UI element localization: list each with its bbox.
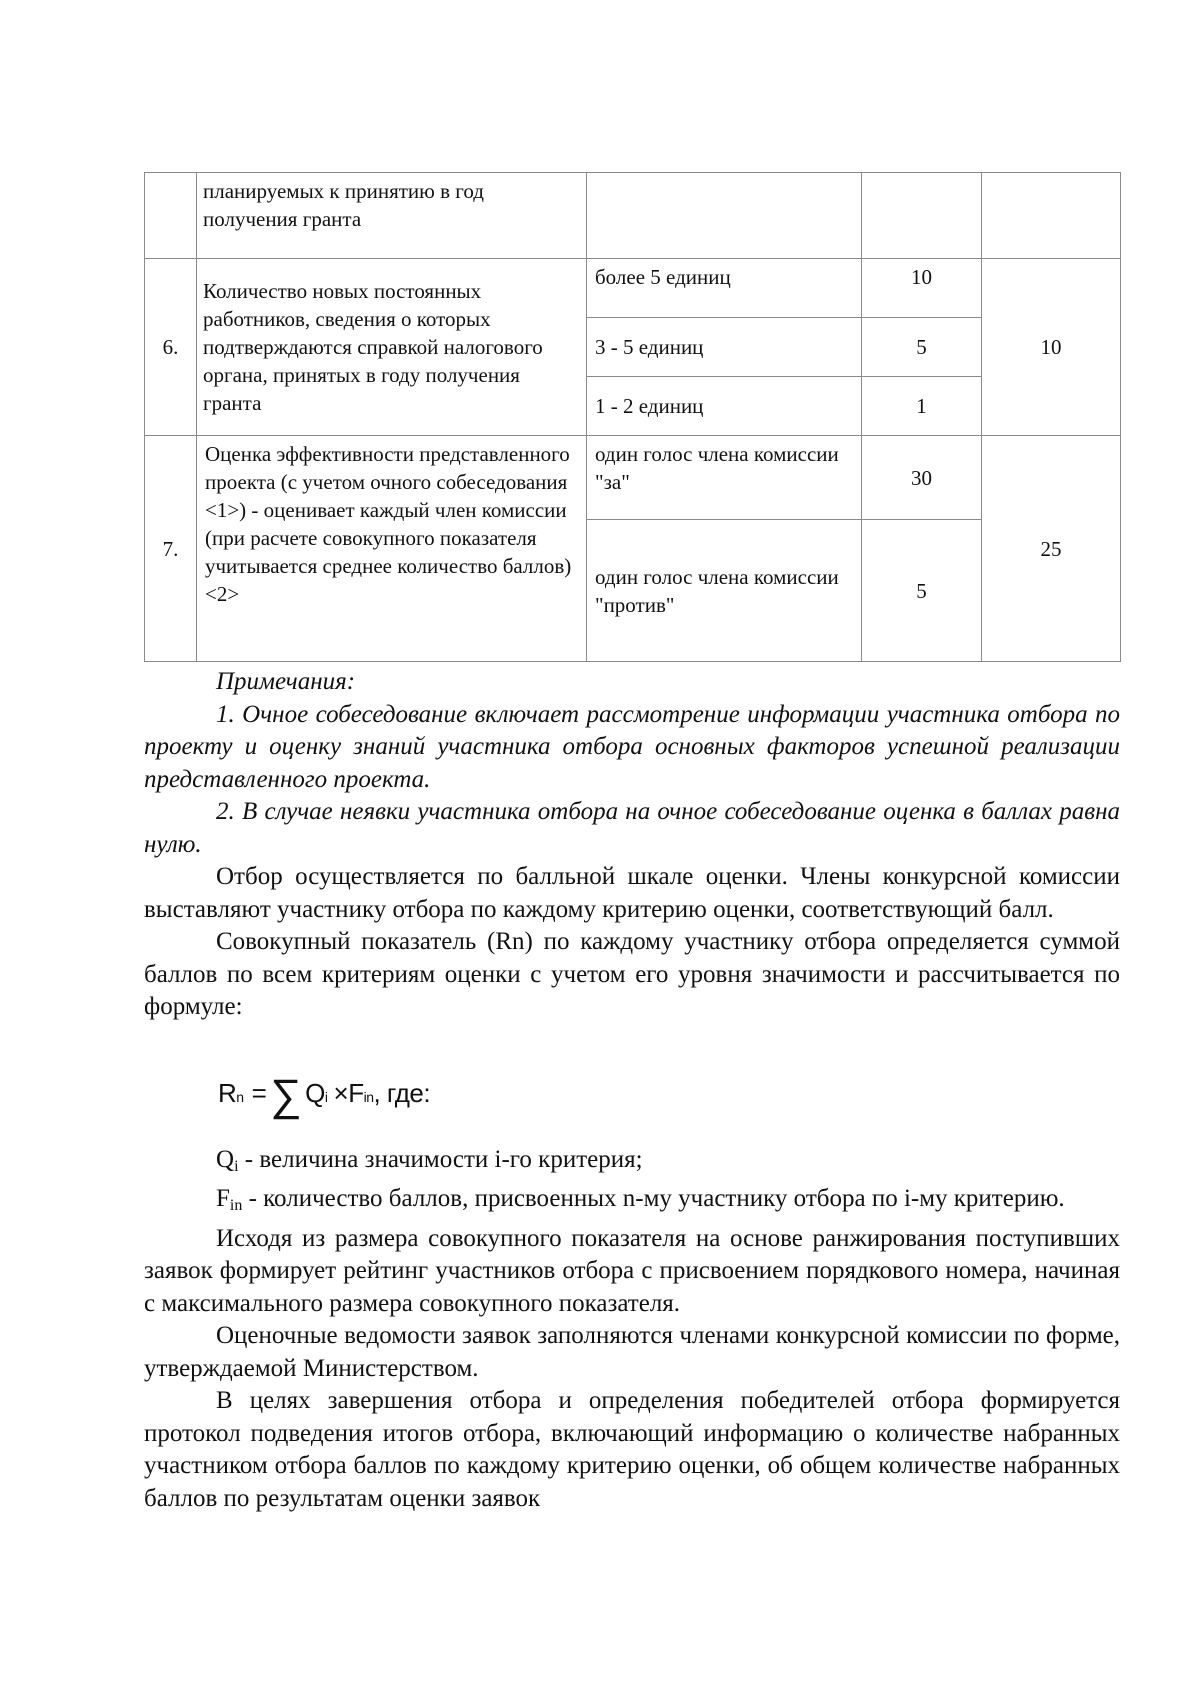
- paragraph: Исходя из размера совокупного показателя на основе ранжирования поступивших заявок формирует рейтинг участников отбора с присвоением порядкового номера, начиная с максимального размера совокупного показателя.: [144, 1224, 1120, 1317]
- criteria-table: [144, 172, 1121, 662]
- points-cell: 30: [862, 436, 982, 520]
- option-cell: более 5 единиц: [587, 259, 862, 318]
- points-cell: 10: [862, 259, 982, 318]
- sum-symbol: ∑: [270, 1070, 302, 1120]
- option-cell: 1 - 2 единиц: [587, 377, 862, 436]
- note-1: 1. Очное собеседование включает рассмотрение информации участника отбора по проекту и оценку знаний участника отбора основных факторов успешной реализации представленного проекта.: [144, 700, 1120, 793]
- notes-heading: Примечания:: [216, 668, 356, 695]
- points-cell: [862, 173, 982, 259]
- row-number: 6.: [145, 259, 197, 436]
- option-cell: [587, 173, 862, 259]
- definition-f: $F_{in}$ - количество баллов, присвоенных n-му участнику отбора по i-му критерию.: [216, 1185, 1065, 1214]
- definition-q: $Q_i$ - величина значимости i-го критерия;: [216, 1145, 643, 1175]
- weight-cell: 10: [982, 259, 1121, 436]
- criterion-cell: планируемых к принятию в год получения гранта: [197, 173, 587, 259]
- paragraph: Совокупный показатель (Rn) по каждому участнику отбора определяется суммой баллов по всем критериям оценки с учетом его уровня значимости и рассчитывается по формуле:: [144, 928, 1120, 1020]
- option-cell: 3 - 5 единиц: [587, 318, 862, 377]
- option-cell: один голос члена комиссии "против": [587, 520, 862, 662]
- weight-cell: [982, 173, 1121, 259]
- paragraph: Отбор осуществляется по балльной шкале оценки. Члены конкурсной комиссии выставляют участнику отбора по каждому критерию оценки, соответствующий балл.: [144, 863, 1120, 923]
- table-row: [145, 173, 1121, 259]
- points-cell: 5: [862, 520, 982, 662]
- criterion-cell: Оценка эффективности представленного проекта (с учетом очного собеседования <1>) - оценивает каждый член комиссии (при расчете совокупного показателя учитывается среднее количество баллов) <2>: [197, 436, 587, 662]
- body-text: [144, 666, 1120, 1515]
- note-2: 2. В случае неявки участника отбора на очное собеседование оценка в баллах равна нулю.: [144, 798, 1120, 858]
- row-number: 7.: [145, 436, 197, 662]
- points-cell: 5: [862, 318, 982, 377]
- weight-cell: 25: [982, 436, 1121, 662]
- table-row: [145, 259, 1121, 318]
- points-cell: 1: [862, 377, 982, 436]
- criterion-cell: Количество новых постоянных работников, сведения о которых подтверждаются справкой налогового органа, принятых в году получения гранта: [197, 259, 587, 436]
- paragraph: Оценочные ведомости заявок заполняются членами конкурсной комиссии по форме, утверждаемой Министерством.: [144, 1322, 1120, 1382]
- table-row: [145, 436, 1121, 520]
- document-page: [144, 172, 1120, 1515]
- option-cell: один голос члена комиссии "за": [587, 436, 862, 520]
- number-cell: [145, 173, 197, 259]
- paragraph: В целях завершения отбора и определения победителей отбора формируется протокол подведения итогов отбора, включающий информацию о количестве набранных участником отбора баллов по каждому критерию оценки, об общем количестве набранных баллов по результатам оценки заявок: [144, 1387, 1120, 1512]
- formula: R n = ∑ Q i × F in , где:: [218, 1070, 431, 1120]
